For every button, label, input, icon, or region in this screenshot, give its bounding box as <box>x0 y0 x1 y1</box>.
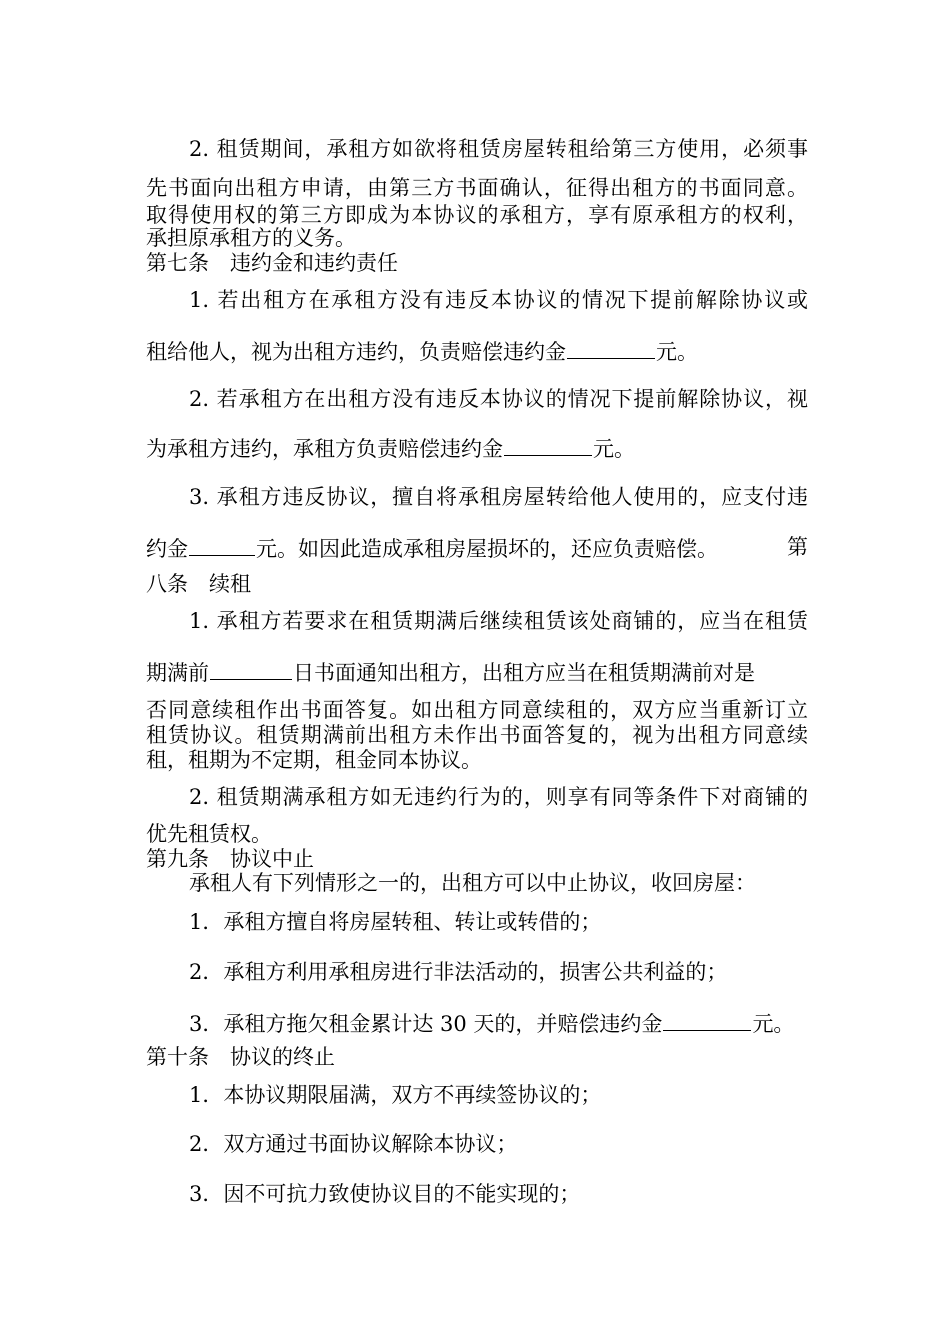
clause-8-1-text-a: 期满前 <box>146 661 209 685</box>
clause-8-1-line-2 <box>146 661 755 684</box>
notice-days-blank <box>210 661 292 680</box>
clause-8-1-text-b: 日书面通知出租方，出租方应当在租赁期满前对是 <box>293 661 755 685</box>
clause-7-2-line-2 <box>146 437 635 460</box>
clause-9-2: 2．承租方利用承租房进行非法活动的，损害公共利益的； <box>189 960 728 984</box>
clause-7-1-unit: 元。 <box>656 340 698 364</box>
penalty-amount-blank <box>567 340 655 359</box>
clause-10-3: 3．因不可抗力致使协议目的不能实现的； <box>189 1182 581 1206</box>
clause-7-2-text: 为承租方违约，承租方负责赔偿违约金 <box>146 437 503 461</box>
clause-10-1: 1．本协议期限届满，双方不再续签协议的； <box>189 1083 602 1107</box>
article-9-heading: 第九条 协议中止 <box>146 847 314 871</box>
clause-8-1-line-1: 1. 承租方若要求在租赁期满后继续租赁该处商铺的，应当在租赁 <box>189 609 808 633</box>
clause-9-3-unit: 元。 <box>752 1012 795 1036</box>
clause-10-2: 2．双方通过书面协议解除本协议； <box>189 1132 518 1156</box>
clause-9-3 <box>189 1012 794 1035</box>
penalty-amount-blank <box>189 537 255 556</box>
clause-8-2-line-2: 优先租赁权。 <box>146 822 272 846</box>
clause-6-2-line-1: 2. 租赁期间，承租方如欲将租赁房屋转租给第三方使用，必须事 <box>189 137 808 161</box>
clause-7-2-line-1: 2. 若承租方在出租方没有违反本协议的情况下提前解除协议，视 <box>189 387 808 411</box>
clause-8-2-line-1: 2. 租赁期满承租方如无违约行为的，则享有同等条件下对商铺的 <box>189 785 808 809</box>
clause-8-1-line-3: 否同意续租作出书面答复。如出租方同意续租的，双方应当重新订立 <box>146 698 808 722</box>
clause-7-3-line-2 <box>146 537 808 560</box>
clause-6-2-line-2: 先书面向出租方申请，由第三方书面确认，征得出租方的书面同意。 <box>146 176 808 200</box>
clause-7-3-line-1: 3. 承租方违反协议，擅自将承租房屋转给他人使用的，应支付违 <box>189 485 808 509</box>
clause-9-3-text: 3．承租方拖欠租金累计达 30 天的，并赔偿违约金 <box>189 1012 663 1036</box>
clause-6-2-line-3: 取得使用权的第三方即成为本协议的承租方，享有原承租方的权利， <box>146 203 808 227</box>
article-8-heading: 八条 续租 <box>146 572 251 596</box>
clause-7-1-line-1: 1. 若出租方在承租方没有违反本协议的情况下提前解除协议或 <box>189 288 808 312</box>
penalty-amount-blank <box>663 1012 751 1031</box>
clause-8-1-line-5: 租，租期为不定期，租金同本协议。 <box>146 748 482 772</box>
clause-7-1-text: 租给他人，视为出租方违约，负责赔偿违约金 <box>146 340 566 364</box>
article-10-heading: 第十条 协议的终止 <box>146 1045 335 1069</box>
clause-8-1-line-4: 租赁协议。租赁期满前出租方未作出书面答复的，视为出租方同意续 <box>146 723 808 747</box>
clause-7-2-unit: 元。 <box>593 437 635 461</box>
clause-9-1: 1．承租方擅自将房屋转租、转让或转借的； <box>189 910 602 934</box>
article-9-intro: 承租人有下列情形之一的，出租方可以中止协议，收回房屋： <box>189 871 756 895</box>
article-8-heading-start: 第 <box>787 535 808 559</box>
clause-7-3-text-a: 约金 <box>146 537 188 561</box>
article-7-heading: 第七条 违约金和违约责任 <box>146 251 398 275</box>
clause-7-1-line-2 <box>146 340 698 363</box>
penalty-amount-blank <box>504 437 592 456</box>
clause-6-2-line-4: 承担原承租方的义务。 <box>146 226 356 250</box>
clause-7-3-text-b: 元。如因此造成承租房屋损坏的，还应负责赔偿。 <box>256 537 718 561</box>
